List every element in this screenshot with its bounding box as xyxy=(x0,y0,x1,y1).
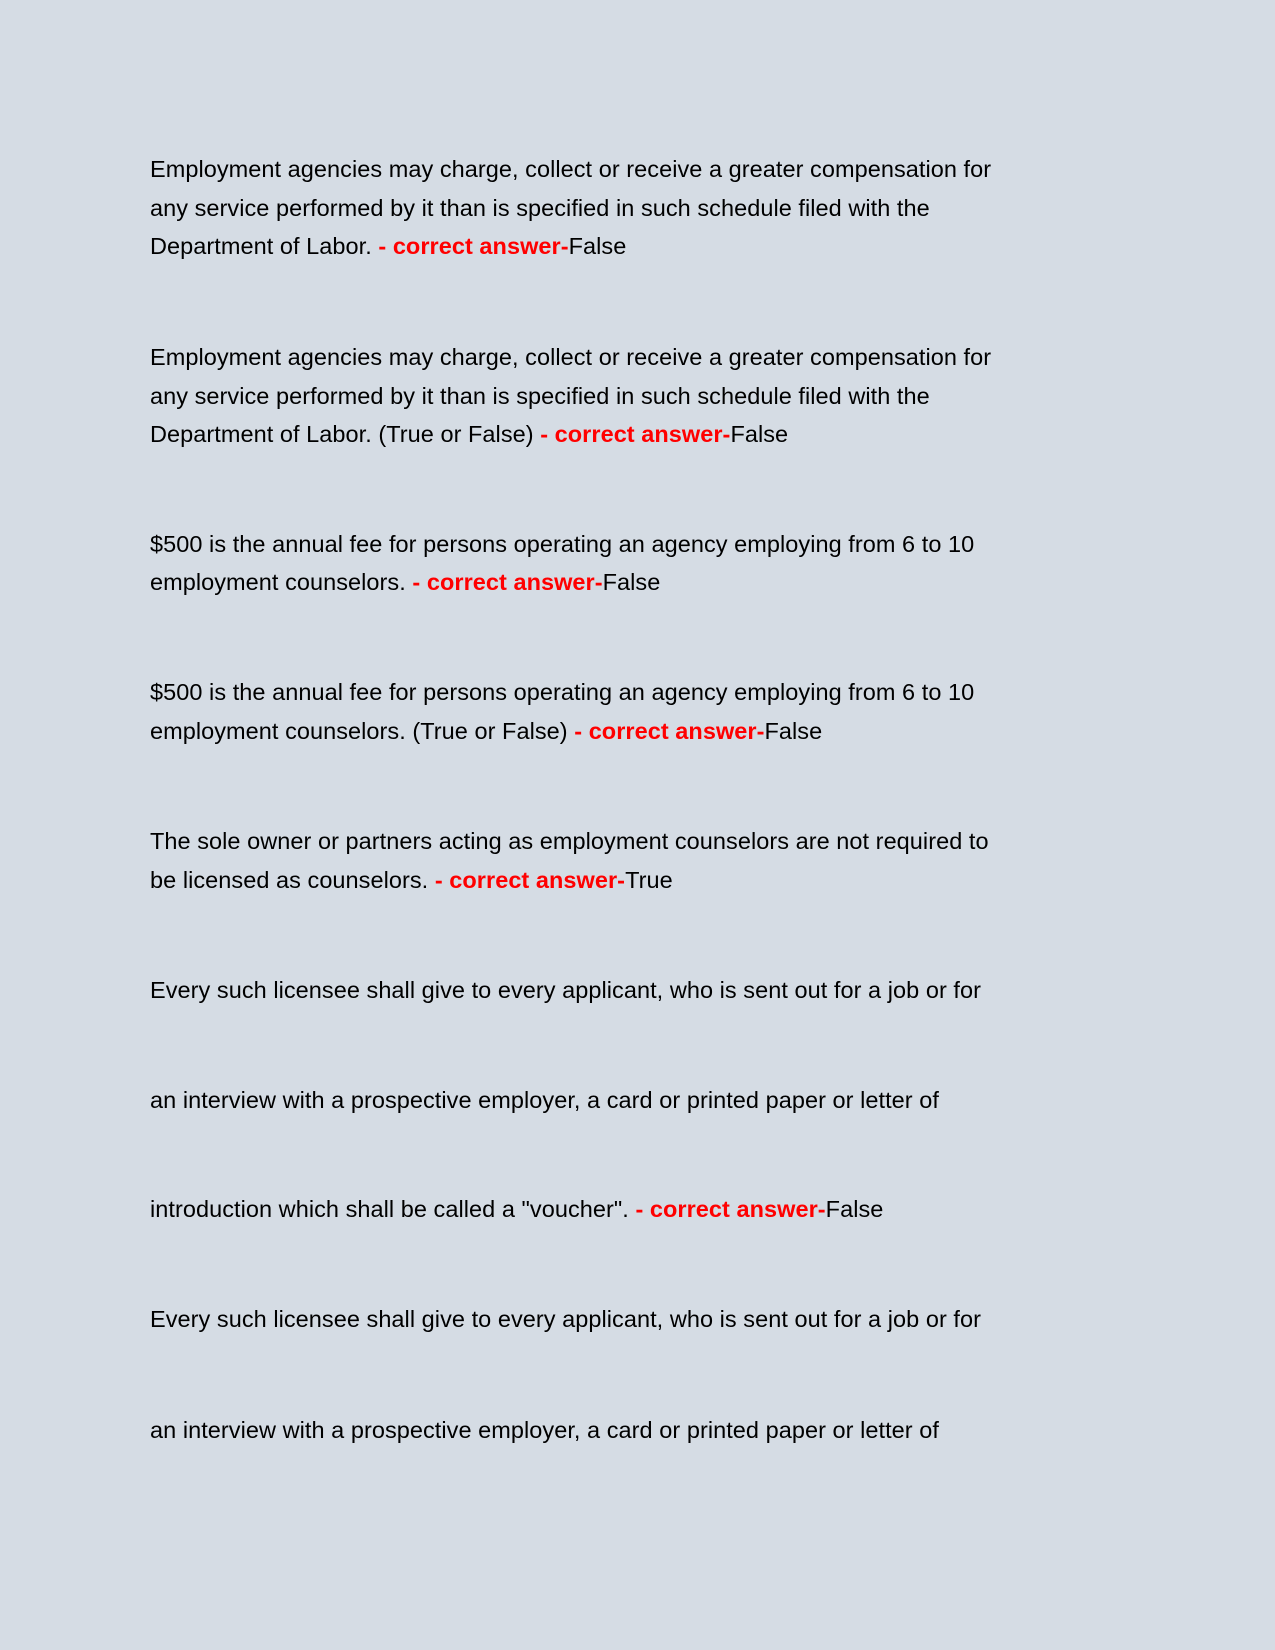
answer-value: False xyxy=(568,233,627,259)
correct-answer-marker: - correct answer- xyxy=(635,1196,826,1222)
question-text: be licensed as counselors. xyxy=(150,867,435,893)
answer-value: True xyxy=(625,867,673,893)
question-text-line: Every such licensee shall give to every applicant, who is sent out for a job or for xyxy=(150,977,981,1003)
question-text-line xyxy=(150,1194,883,1224)
question-text-line xyxy=(150,567,660,597)
question-text-line: $500 is the annual fee for persons operating an agency employing from 6 to 10 xyxy=(150,679,975,705)
question-text-line: Every such licensee shall give to every applicant, who is sent out for a job or for xyxy=(150,1306,981,1332)
question-text-line: Employment agencies may charge, collect or receive a greater compensation for xyxy=(150,156,992,182)
correct-answer-marker: - correct answer- xyxy=(434,867,626,893)
question-text-line: $500 is the annual fee for persons operating an agency employing from 6 to 10 xyxy=(150,531,975,557)
question-text-line xyxy=(150,231,626,261)
answer-value: False xyxy=(602,569,661,595)
question-text-line: Employment agencies may charge, collect or receive a greater compensation for xyxy=(150,344,992,370)
question-text-line: an interview with a prospective employer, a card or printed paper or letter of xyxy=(150,1087,939,1113)
correct-answer-marker: - correct answer- xyxy=(540,421,731,447)
question-text-line: The sole owner or partners acting as employment counselors are not required to xyxy=(150,828,989,854)
question-text-line: an interview with a prospective employer, a card or printed paper or letter of xyxy=(150,1417,939,1443)
question-text-line xyxy=(150,716,822,746)
correct-answer-marker: - correct answer- xyxy=(412,569,603,595)
question-text: employment counselors. (True or False) xyxy=(150,718,575,744)
question-text: introduction which shall be called a "voucher". xyxy=(150,1196,636,1222)
correct-answer-marker: - correct answer- xyxy=(574,718,765,744)
question-text-line xyxy=(150,419,788,449)
question-text-line: any service performed by it than is specified in such schedule filed with the xyxy=(150,383,930,409)
question-text: Department of Labor. xyxy=(150,233,379,259)
answer-value: False xyxy=(730,421,789,447)
answer-value: False xyxy=(764,718,823,744)
question-text: employment counselors. xyxy=(150,569,413,595)
correct-answer-marker: - correct answer- xyxy=(378,233,569,259)
question-text-line xyxy=(150,865,673,895)
question-text-line: any service performed by it than is specified in such schedule filed with the xyxy=(150,195,930,221)
question-text: Department of Labor. (True or False) xyxy=(150,421,541,447)
answer-value: False xyxy=(825,1196,884,1222)
